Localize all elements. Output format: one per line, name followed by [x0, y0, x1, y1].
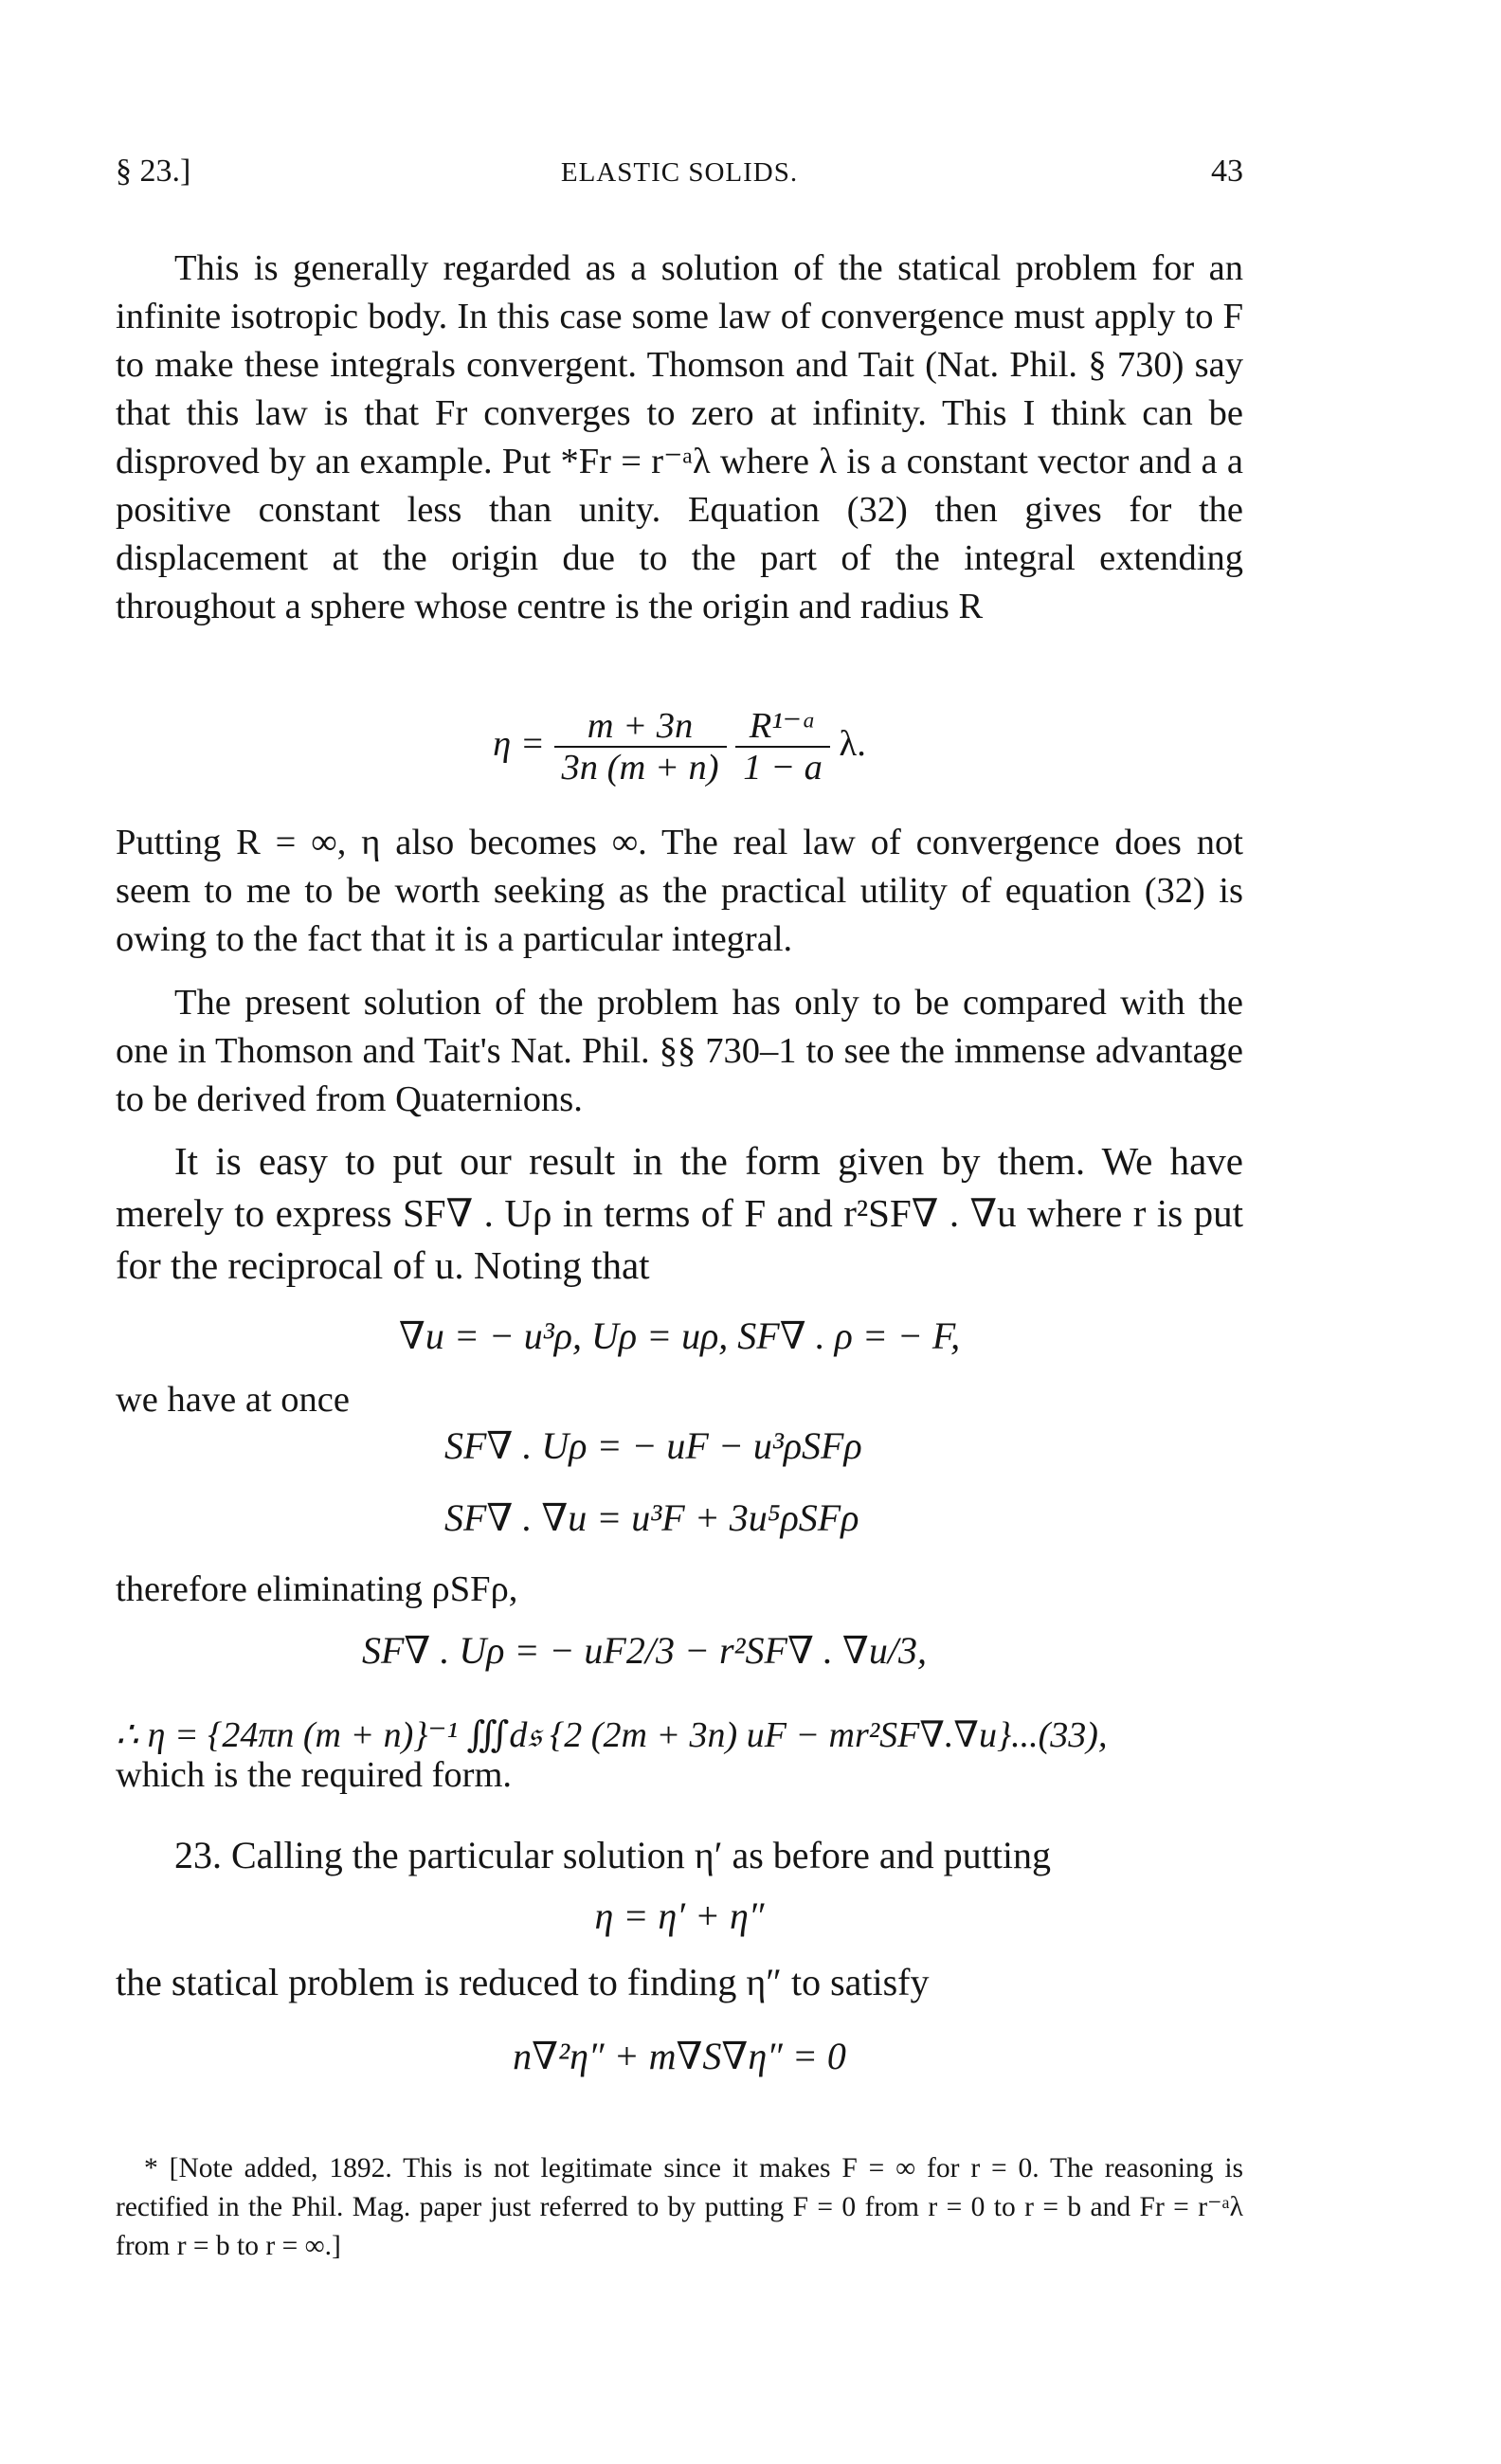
eq1-lhs: η = [493, 723, 545, 764]
equation-6: ∴ η = {24πn (m + n)}⁻¹ ∭d𝔰 {2 (2m + 3n) uF − mr²SF∇.∇u}...(33), [116, 1715, 1108, 1755]
eq1-fraction-1: $\frac{m + 3n}{3n (m + n)}$ [554, 706, 727, 788]
equation-1 [116, 706, 1243, 801]
running-header [116, 154, 1243, 201]
paragraph-3: The present solution of the problem has only to be compared with the one in Thomson and Tait's Nat. Phil. §§ 730–1 to see the immense advantage to be derived from Quaternions. [116, 983, 1243, 1119]
paragraph-7: which is the required form. [116, 1755, 513, 1795]
footnote: * [Note added, 1892. This is not legitimate since it makes F = ∞ for r = 0. The reasoning is rectified in the Phil. Mag. paper just referred to by putting F = 0 from r = 0 to r = b and Fr = r⁻ᵃλ from r = b to r = ∞.] [116, 2153, 1243, 2261]
eq1-tail: λ. [839, 723, 866, 764]
paragraph-2: Putting R = ∞, η also becomes ∞. The real law of convergence does not seem to me to be worth seeking as the practical utility of equation (32) is owing to the fact that it is a particular integral. [116, 823, 1243, 959]
section-reference: § 23.] [116, 154, 191, 189]
page-number: 43 [1211, 154, 1243, 189]
section-23-paragraph: 23. Calling the particular solution η′ as before and putting [174, 1834, 1052, 1876]
paragraph-6: therefore eliminating ρSFρ, [116, 1569, 518, 1609]
equation-7: η = η′ + η″ [594, 1894, 765, 1937]
paragraph-1: This is generally regarded as a solution of the statical problem for an infinite isotropic body. In this case some law of convergence must apply to F to make these integrals convergent. Thomson and Tait (Nat. Phil. § 730) say that this law is that Fr converges to zero at infinity. This I think can be disproved by an example. Put *Fr = r⁻ᵃλ where λ is a constant vector and a a positive constant less than unity. Equation (32) then gives for the displacement at the origin due to the part of the integral extending throughout a sphere whose centre is the origin and radius R [116, 248, 1243, 626]
paragraph-9: the statical problem is reduced to finding η″ to satisfy [116, 1961, 930, 2003]
paragraph-5: we have at once [116, 1380, 350, 1420]
running-title: ELASTIC SOLIDS. [560, 157, 799, 188]
equation-5: SF∇ . Uρ = − uF2/3 − r²SF∇ . ∇u/3, [362, 1629, 927, 1672]
equation-8: n∇²η″ + m∇S∇η″ = 0 [513, 2035, 846, 2077]
equation-4: SF∇ . ∇u = u³F + 3u⁵ρSFρ [444, 1496, 859, 1539]
equation-3: SF∇ . Uρ = − uF − u³ρSFρ [444, 1424, 862, 1467]
paragraph-4: It is easy to put our result in the form given by them. We have merely to express SF∇ . Uρ in terms of F and r²SF∇ . ∇u where r is put for the reciprocal of u. Noting that [116, 1139, 1243, 1287]
equation-2: ∇u = − u³ρ, Uρ = uρ, SF∇ . ρ = − F, [398, 1314, 961, 1357]
eq1-fraction-2: $\frac{\text{R¹⁻ᵃ}}{1 - a}$ [735, 706, 830, 788]
